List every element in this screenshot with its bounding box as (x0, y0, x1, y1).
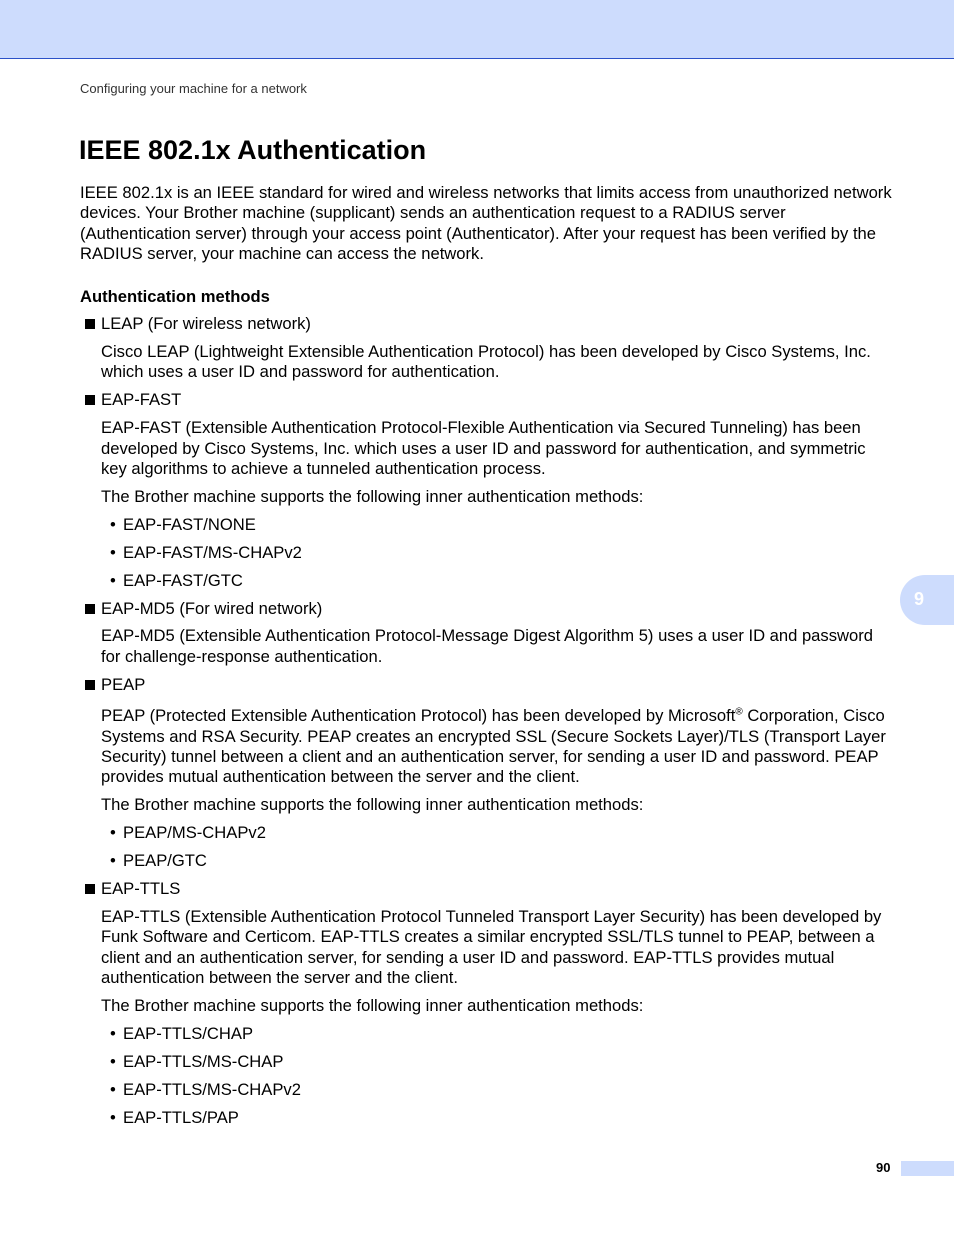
method-leap-heading (80, 314, 895, 334)
method-leap-description: Cisco LEAP (Lightweight Extensible Authentication Protocol) has been developed by Cisco Systems, Inc. which uses a user ID and password for authentication. (101, 341, 871, 382)
method-name: EAP-MD5 (For wired network) (101, 598, 323, 618)
square-bullet-icon (85, 884, 95, 894)
method-name: PEAP (101, 674, 146, 694)
chapter-tab (900, 575, 954, 625)
inner-methods-intro: The Brother machine supports the following inner authentication methods: (101, 996, 644, 1015)
inner-methods-intro: The Brother machine supports the following inner authentication methods: (101, 795, 644, 815)
method-eap-ttls-description: EAP-TTLS (Extensible Authentication Protocol Tunneled Transport Layer Security) has been developed by Funk Software and Certicom. EAP-TTLS creates a similar encrypted SSL/TLS tunnel to PEAP, between a client and an authentication server, for sending a user ID and password. EAP-TTLS provides mutual authentication between the server and the client. (101, 906, 882, 988)
page-content (80, 183, 895, 1136)
list-item: • EAP-FAST/GTC (110, 570, 243, 590)
square-bullet-icon (85, 680, 95, 690)
method-eap-md5-description: EAP-MD5 (Extensible Authentication Protocol-Message Digest Algorithm 5) uses a user ID and password for challenge-response authentication. (101, 626, 873, 666)
method-peap-description: PEAP (Protected Extensible Authentication Protocol) has been developed by Microsoft® Corporation, Cisco Systems and RSA Security. PEAP creates an encrypted SSL (Secure Sockets Layer)/TLS (Transport Layer Security) tunnel between a client and an authentication server, for sending a user ID and password. PEAP provides mutual authentication between the server and the client. (101, 706, 886, 787)
method-eap-ttls-heading (80, 879, 895, 899)
square-bullet-icon (85, 604, 95, 614)
list-item: • EAP-FAST/MS-CHAPv2 (110, 542, 302, 562)
method-eap-fast-heading (80, 390, 895, 410)
chapter-number: 9 (914, 589, 925, 609)
method-name: EAP-FAST (101, 390, 182, 410)
inner-methods-list (80, 823, 895, 871)
method-eap-md5-heading (80, 599, 895, 619)
method-eap-fast-description: EAP-FAST (Extensible Authentication Protocol-Flexible Authentication via Secured Tunneling) has been developed by Cisco Systems, Inc. which uses a user ID and password for authentication, and symmetric key algorithms to achieve a tunneled authentication process. (101, 418, 866, 478)
header-band (0, 0, 954, 59)
page-title: IEEE 802.1x Authentication (79, 135, 427, 165)
list-item: • EAP-TTLS/MS-CHAPv2 (110, 1079, 301, 1099)
list-item: • EAP-TTLS/MS-CHAP (110, 1051, 284, 1071)
list-item: • PEAP/GTC (110, 851, 207, 871)
square-bullet-icon (85, 319, 95, 329)
list-item: • EAP-TTLS/CHAP (110, 1023, 254, 1043)
inner-methods-list (80, 515, 895, 591)
method-name: EAP-TTLS (101, 878, 181, 898)
page-number: 90 (876, 1160, 891, 1175)
inner-methods-list (80, 1024, 895, 1128)
list-item: • EAP-TTLS/PAP (110, 1107, 239, 1127)
breadcrumb: Configuring your machine for a network (80, 81, 307, 96)
list-item: • EAP-FAST/NONE (110, 514, 256, 534)
section-heading: Authentication methods (80, 286, 270, 306)
method-peap-heading (80, 675, 895, 695)
registered-mark: ® (735, 706, 743, 718)
inner-methods-intro: The Brother machine supports the following inner authentication methods: (101, 486, 644, 506)
intro-paragraph: IEEE 802.1x is an IEEE standard for wired and wireless networks that limits access from unauthorized network devices. Your Brother machine (supplicant) sends an authentication request to a RADIUS server (Authentication server) through your access point (Authenticator). After your request has been verified by the RADIUS server, your machine can access the network. (80, 183, 892, 264)
square-bullet-icon (85, 395, 95, 405)
list-item: • PEAP/MS-CHAPv2 (110, 823, 266, 843)
page-number-bar (901, 1161, 954, 1176)
method-name: LEAP (For wireless network) (101, 314, 311, 334)
